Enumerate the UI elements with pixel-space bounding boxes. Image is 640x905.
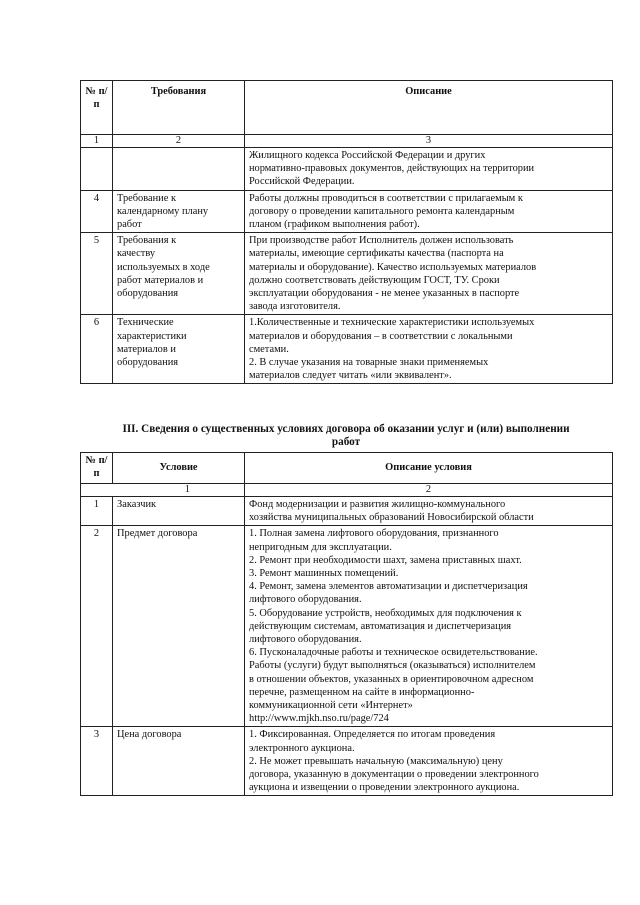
description-line: 2. Ремонт при необходимости шахт, замена приставных шахт.	[249, 554, 522, 566]
requirement-cell	[113, 315, 245, 384]
description-line: Фонд модернизации и развития жилищно-коммунального	[249, 499, 506, 510]
section-title-line: работ	[331, 436, 361, 448]
description-line: должно соответствовать действующим ГОСТ, ТУ. Сроки	[249, 274, 500, 286]
description-line: 1. Фиксированная. Определяется по итогам проведения	[249, 729, 496, 741]
description-cell	[245, 233, 613, 315]
description-line: 2. Не может превышать начальную (максимальную) цену	[249, 755, 503, 767]
description-line: непригодным для эксплуатации.	[249, 541, 392, 553]
description-line: 1. Полная замена лифтового оборудования, признанного	[249, 528, 499, 540]
description-line: в отношении объектов, указанных в ориентировочном адресном	[249, 673, 534, 685]
requirement-line: Требования к	[117, 235, 177, 247]
description-line: лифтового оборудования.	[249, 594, 362, 606]
description-line: материалов и оборудования – в соответствии с локальными	[249, 330, 513, 342]
section-title-line: III. Сведения о существенных условиях договора об оказании услуг и (или) выполнении	[122, 423, 570, 435]
description-line: планом (графиком выполнения работ).	[249, 219, 420, 231]
description-line: завода изготовителя.	[249, 301, 341, 313]
requirement-line: Требование к	[117, 192, 176, 204]
header-description: Описание	[245, 81, 613, 135]
requirement-line: материалов и	[117, 343, 176, 355]
row-number: 3	[81, 727, 113, 796]
description-cell	[245, 315, 613, 384]
condition-description-cell	[245, 727, 613, 796]
table-row	[81, 497, 613, 526]
description-line: материалы и оборудование). Качество используемых материалов	[249, 261, 537, 273]
section-title	[80, 423, 612, 449]
index-cell: 1	[81, 484, 245, 497]
conditions-body	[81, 497, 613, 796]
requirement-line: работ	[117, 219, 142, 231]
description-line: 6. Пусконаладочные работы и техническое освидетельствование.	[249, 647, 538, 659]
description-line: 4. Ремонт, замена элементов автоматизации и диспетчеризация	[249, 581, 528, 593]
requirement-line: Технические	[117, 317, 174, 329]
description-line: договора, указанную в документации о проведении электронного	[249, 769, 539, 781]
requirement-cell	[113, 148, 245, 191]
description-line: материалы, имеющие сертификаты качества (паспорта на	[249, 248, 504, 260]
requirement-line: качеству	[117, 248, 156, 260]
description-line: эксплуатации оборудования - не менее указанных в паспорте	[249, 288, 520, 300]
requirement-cell	[113, 233, 245, 315]
column-index-row	[81, 484, 613, 497]
conditions-table	[80, 452, 613, 796]
description-line: материалов следует читать «или эквивалент».	[249, 370, 452, 382]
row-number	[81, 148, 113, 191]
description-line: нормативно-правовых документов, действующих на территории	[249, 163, 535, 175]
description-line: Работы (услуги) будут выполняться (оказываться) исполнителем	[249, 660, 536, 672]
column-index-row	[81, 135, 613, 148]
table-row	[81, 190, 613, 233]
description-line: 2. В случае указания на товарные знаки применяемых	[249, 357, 489, 369]
row-number: 1	[81, 497, 113, 526]
row-number: 5	[81, 233, 113, 315]
description-line: Работы должны проводиться в соответствии с прилагаемым к	[249, 192, 523, 204]
index-cell: 3	[245, 135, 613, 148]
table-row	[81, 233, 613, 315]
description-line: При производстве работ Исполнитель должен использовать	[249, 235, 514, 247]
header-condition-description: Описание условия	[245, 453, 613, 484]
description-line: лифтового оборудования.	[249, 634, 362, 646]
description-line: аукциона и извещении о проведении электронного аукциона.	[249, 782, 520, 794]
description-line: 1.Количественные и технические характеристики используемых	[249, 317, 535, 329]
table-header-row	[81, 81, 613, 135]
description-line: хозяйства муниципальных образований Новосибирской области	[249, 512, 534, 524]
table-row	[81, 148, 613, 191]
header-num: № п/п	[81, 81, 113, 135]
description-line: Жилищного кодекса Российской Федерации и других	[249, 150, 486, 161]
description-line: электронного аукциона.	[249, 742, 355, 754]
description-line: перечне, размещенном на сайте в информационно-	[249, 686, 475, 698]
row-number: 4	[81, 190, 113, 233]
description-cell	[245, 148, 613, 191]
description-line: 5. Оборудование устройств, необходимых для подключения к	[249, 607, 522, 619]
header-requirements: Требования	[113, 81, 245, 135]
condition-cell: Цена договора	[113, 727, 245, 796]
index-cell: 2	[113, 135, 245, 148]
requirement-line: оборудования	[117, 357, 179, 369]
requirement-cell	[113, 190, 245, 233]
description-cell	[245, 190, 613, 233]
description-line: коммуникационной сети «Интернет»	[249, 700, 413, 712]
condition-cell: Заказчик	[113, 497, 245, 526]
header-num: № п/п	[81, 453, 113, 484]
table-row	[81, 727, 613, 796]
table-row	[81, 315, 613, 384]
condition-description-cell	[245, 497, 613, 526]
requirement-line: характеристики	[117, 330, 187, 342]
description-line: сметами.	[249, 343, 289, 355]
header-condition: Условие	[113, 453, 245, 484]
condition-description-cell	[245, 526, 613, 727]
description-line: Российской Федерации.	[249, 176, 355, 188]
requirement-line: работ материалов и	[117, 274, 204, 286]
index-cell: 1	[81, 135, 113, 148]
index-cell: 2	[245, 484, 613, 497]
condition-cell: Предмет договора	[113, 526, 245, 727]
requirements-body	[81, 148, 613, 384]
description-line: 3. Ремонт машинных помещений.	[249, 568, 399, 580]
requirements-table	[80, 80, 613, 384]
description-line: договору о проведении капитального ремонта календарным	[249, 205, 515, 217]
row-number: 2	[81, 526, 113, 727]
requirement-line: оборудования	[117, 288, 179, 300]
description-line: http://www.mjkh.nso.ru/page/724	[249, 713, 389, 725]
table-row	[81, 526, 613, 727]
requirement-line: используемых в ходе	[117, 261, 210, 273]
row-number: 6	[81, 315, 113, 384]
description-line: действующим системам, автоматизация и диспетчеризация	[249, 620, 512, 632]
requirement-line: календарному плану	[117, 205, 209, 217]
table-header-row	[81, 453, 613, 484]
